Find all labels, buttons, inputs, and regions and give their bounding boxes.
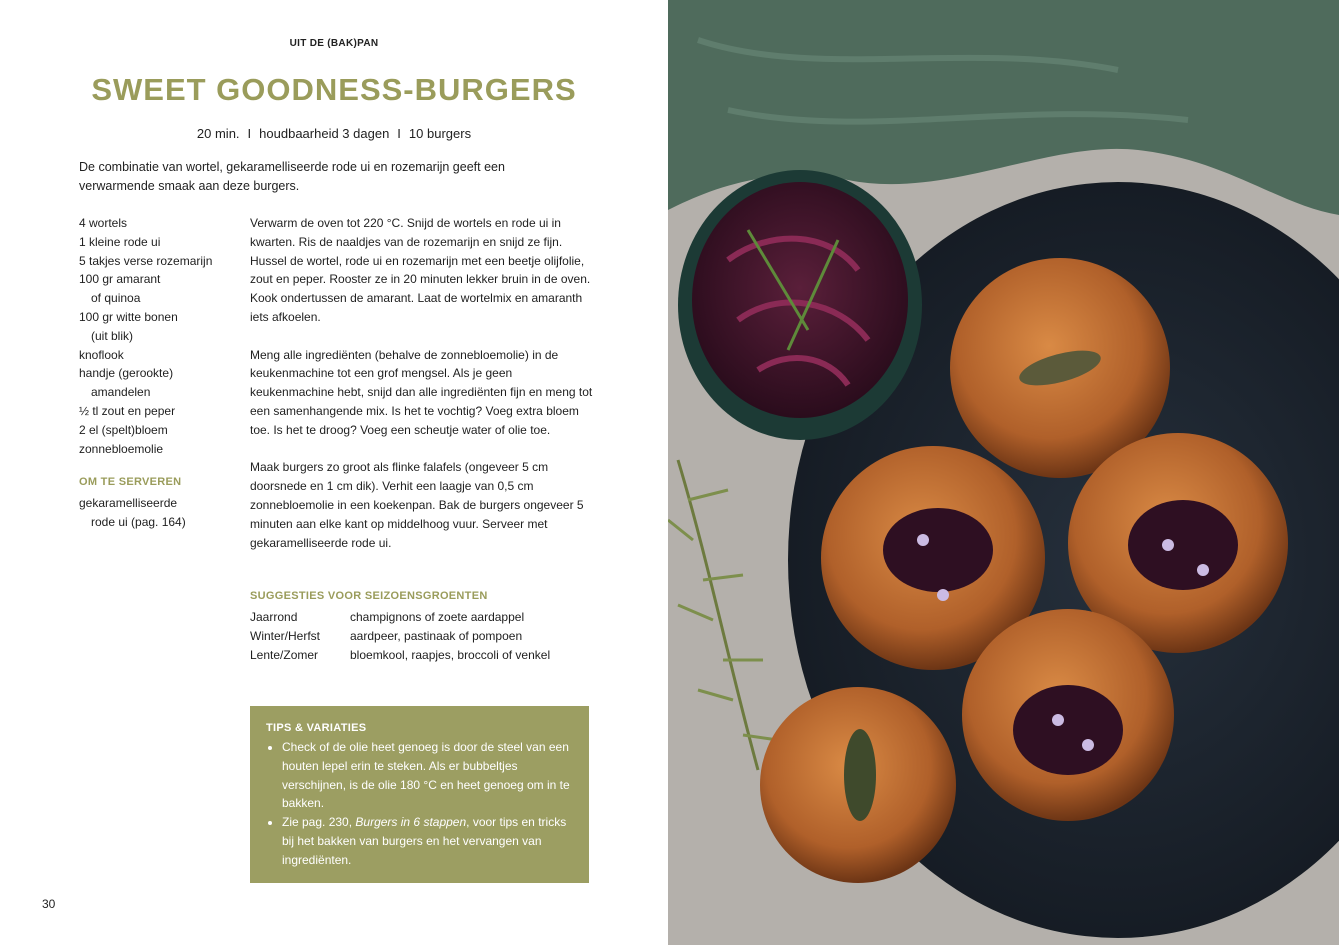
- ingredient-item: amandelen: [91, 385, 151, 400]
- season-cell: Jaarrond: [250, 610, 298, 624]
- serve-item: gekaramelliseerde: [79, 496, 178, 510]
- rosemary-flower: [1082, 739, 1094, 751]
- ingredient-item: ½ tl zout en peper: [79, 403, 176, 418]
- meta-separator: I: [247, 126, 252, 141]
- season-cell: Winter/Herfst: [250, 628, 321, 643]
- tips-heading: TIPS & VARIATIES: [266, 722, 367, 734]
- ingredient-item: knoflook: [79, 347, 124, 362]
- ingredient-item: 100 gr witte bonen: [79, 309, 178, 324]
- rosemary-flower: [1052, 714, 1064, 726]
- tips-box: [250, 706, 589, 883]
- sage-leaf: [844, 729, 876, 821]
- page-number: 30: [42, 897, 56, 911]
- ingredient-item: 5 takjes verse rozemarijn: [79, 253, 213, 268]
- burger: [962, 609, 1174, 821]
- rosemary-flower: [1197, 564, 1209, 576]
- veg-cell: champignons of zoete aardappel: [350, 610, 525, 624]
- method-step: Meng alle ingrediënten (behalve de zonnebloemolie) in de keukenmachine tot een grof mengsel. Als je geen keukenmachine hebt, snijd dan alle ingrediënten fijn en meng tot een samenhangende mix. Is het te vochtig? Voeg extra bloem toe. Is het te droog? Voeg een scheutje water of olie toe.: [250, 347, 593, 437]
- season-cell: Lente/Zomer: [250, 647, 319, 662]
- method-step: Maak burgers zo groot als flinke falafels (ongeveer 5 cm doorsnede en 1 cm dik). Verhit een laagje van 0,5 cm zonnebloemolie in een koekenpan. Bak de burgers ongeveer 5 minuten aan elke kant op middelhoog vuur. Serveer met gekaramelliseerde rode ui.: [250, 460, 584, 550]
- ingredient-item: zonnebloemolie: [79, 441, 164, 456]
- onion-bowl: [678, 170, 922, 440]
- onion-topping: [1013, 685, 1123, 775]
- table-row: [250, 608, 550, 627]
- rosemary-flower: [937, 589, 949, 601]
- burger: [760, 687, 956, 883]
- ingredient-item: of quinoa: [91, 291, 141, 306]
- shelf-life: houdbaarheid 3 dagen: [259, 126, 390, 141]
- prep-time: 20 min.: [196, 126, 240, 141]
- tip-item: • Check of de olie heet genoeg is door de steel van een houten lepel erin te steken. Als er bubbeltjes verschijnen, is de olie 180 °C en heet genoeg om in te bakken.: [282, 738, 575, 813]
- onion-topping: [883, 508, 993, 592]
- method-text: [250, 214, 595, 571]
- serve-heading: OM TE SERVEREN: [79, 476, 182, 488]
- ingredient-item: 2 el (spelt)bloem: [79, 422, 168, 437]
- tip-text: , voor tips en tricks bij het bakken van burgers en het vervangen van ingrediënten.: [282, 815, 567, 867]
- ingredient-list: [79, 214, 244, 458]
- tip-item: [282, 813, 575, 869]
- yield: 10 burgers: [408, 126, 472, 141]
- veg-cell: aardpeer, pastinaak of pompoen: [350, 628, 523, 643]
- suggestions-heading: SUGGESTIES VOOR SEIZOENSGROENTEN: [250, 590, 488, 602]
- recipe-page: [0, 0, 668, 945]
- rosemary-flower: [917, 534, 929, 546]
- intro-text: De combinatie van wortel, gekaramelliseerde rode ui en rozemarijn geeft een verwarmende smaak aan deze burgers.: [79, 160, 505, 193]
- serve-list: [79, 494, 244, 532]
- section-label: UIT DE (BAK)PAN: [289, 38, 379, 49]
- tip-reference: Burgers in 6 stappen: [355, 815, 467, 830]
- table-row: [250, 627, 550, 646]
- onion-topping: [1128, 500, 1238, 590]
- recipe-title: SWEET GOODNESS-BURGERS: [91, 72, 577, 107]
- veg-cell: bloemkool, raapjes, broccoli of venkel: [350, 647, 551, 662]
- tips-list: [266, 738, 575, 870]
- ingredient-item: (uit blik): [91, 328, 134, 343]
- recipe-meta: [0, 126, 668, 141]
- suggestions-table: [250, 608, 550, 664]
- burger-photo-illustration: [668, 0, 1339, 945]
- food-photo: [668, 0, 1339, 945]
- ingredient-item: handje (gerookte): [79, 366, 174, 381]
- method-step: Verwarm de oven tot 220 °C. Snijd de wortels en rode ui in kwarten. Ris de naaldjes van de rozemarijn en snijd ze fijn. Hussel de wortel, rode ui en rozemarijn met een beetje olijfolie, zout en peper. Rooster ze in 20 minuten lekker bruin in de oven. Kook ondertussen de amarant. Laat de wortelmix en amaranth iets afkoelen.: [250, 216, 591, 324]
- rosemary-flower: [1162, 539, 1174, 551]
- serve-item: rode ui (pag. 164): [91, 514, 186, 529]
- tip-text: Zie pag. 230,: [282, 815, 353, 830]
- ingredient-item: 4 wortels: [79, 216, 128, 230]
- ingredient-item: 1 kleine rode ui: [79, 234, 161, 249]
- meta-separator: I: [397, 126, 401, 141]
- table-row: [250, 646, 550, 665]
- ingredient-item: 100 gr amarant: [79, 272, 161, 287]
